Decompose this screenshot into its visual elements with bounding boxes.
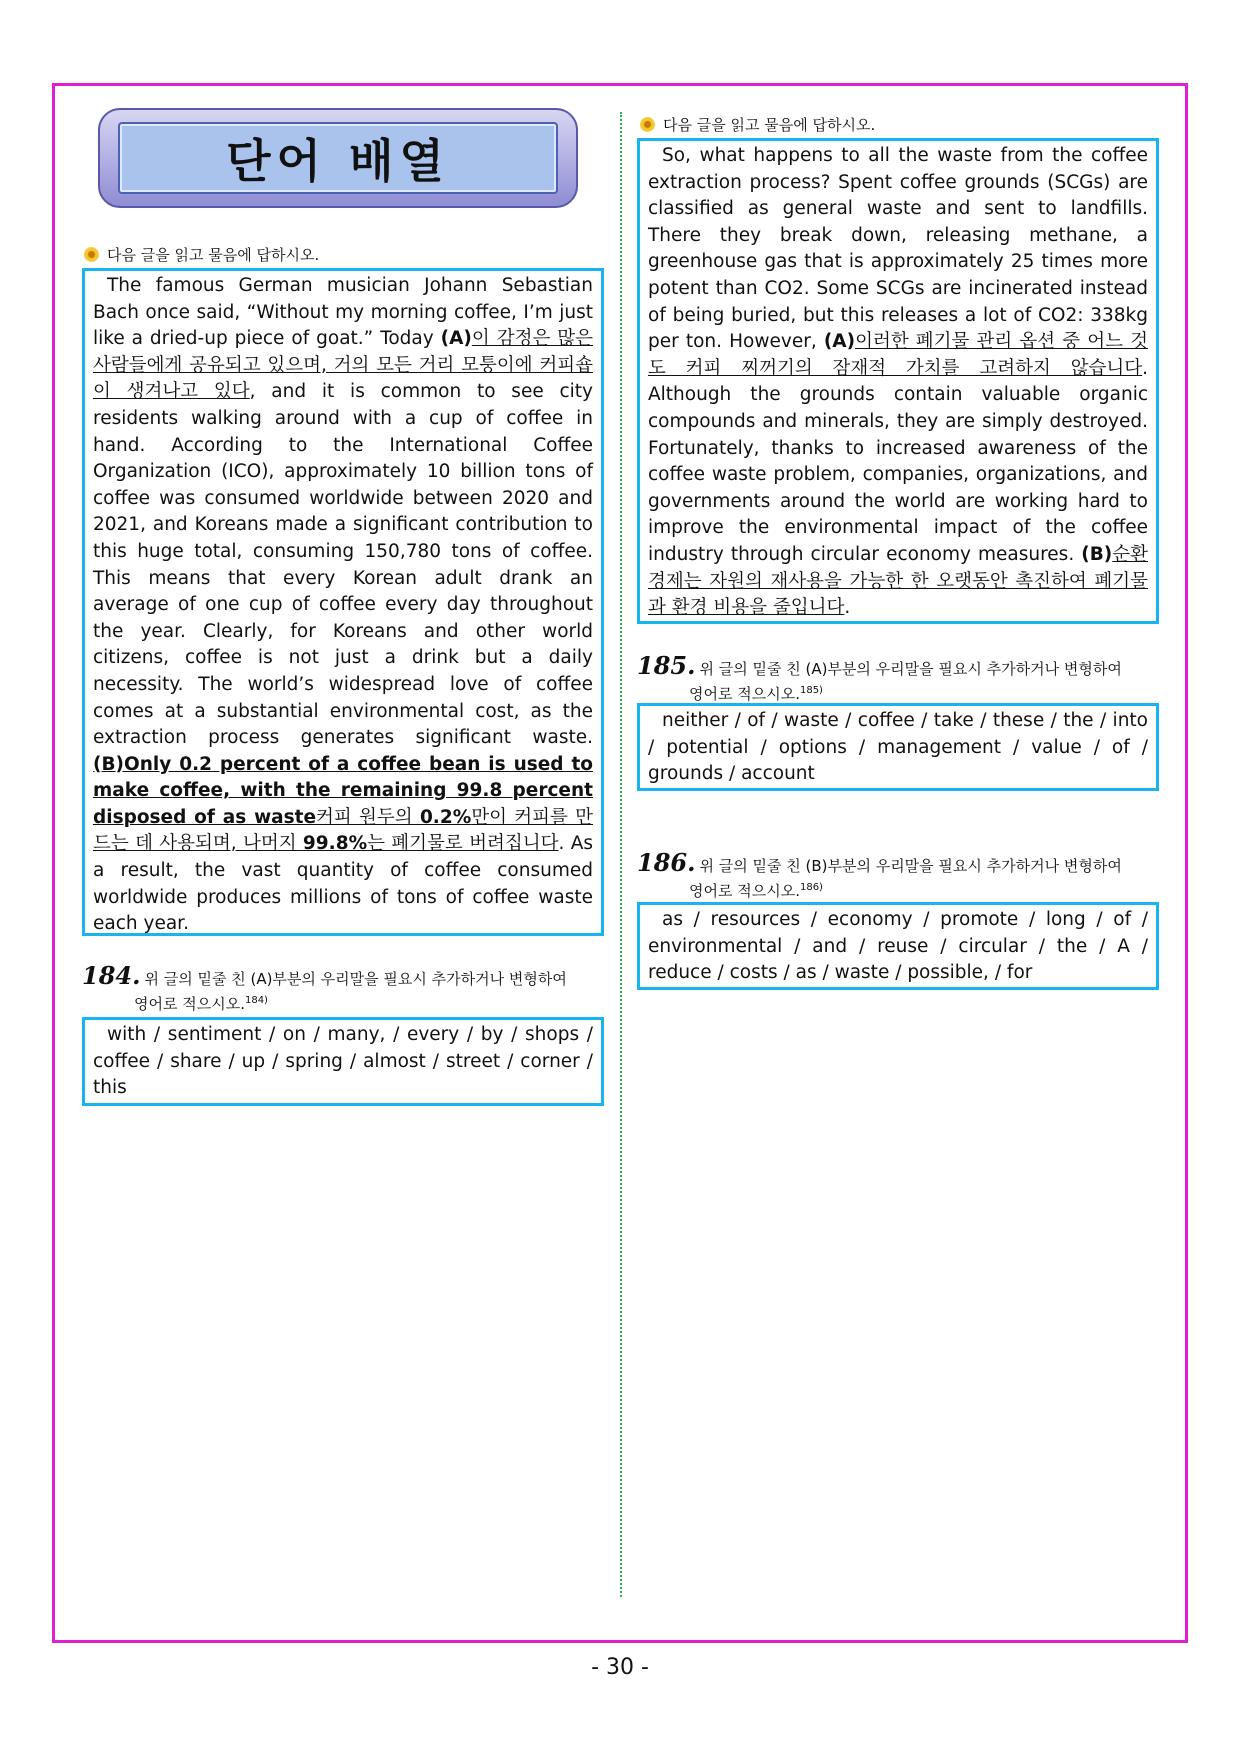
right-passage: So, what happens to all the waste from the coffee extraction process? Spent coffee grounds (SCGs) are classified as general waste and sent to landfills. There they break down, releasing methane, a greenhouse gas that is approximately 25 times more potent than CO2. Some SCGs are incinerated instead of being buried, but this releases a lot of CO2: 338kg per ton. However, (A)이러한 폐기물 관리 옵션 중 어느 것도 커피 찌꺼기의 잠재적 가치를 고려하지 않습니다. Although the grounds contain valuable organic compounds and minerals, they are simply destroyed. Fortunately, thanks to increased awareness of the coffee waste problem, companies, organizations, and governments around the world are working hard to improve the environmental impact of the coffee industry through circular economy measures. (B)순환경제는 자원의 재사용을 가능한 한 오랫동안 촉진하여 폐기물과 환경 비용을 줄입니다.	[648, 145, 1148, 619]
page-title: 단어 배열	[226, 134, 450, 188]
instruction-text: 다음 글을 읽고 물음에 답하시오.	[107, 246, 320, 264]
question-184: 184. 위 글의 밑줄 친 (A)부분의 우리말을 필요시 추가하거나 변형하여 영어로 적으시오.$^{184)}$	[82, 961, 567, 1013]
question-186: 186. 위 글의 밑줄 친 (B)부분의 우리말을 필요시 추가하거나 변형하여 영어로 적으시오.$^{186)}$	[637, 848, 1122, 900]
column-divider	[620, 112, 622, 1597]
left-passage: The famous German musician Johann Sebastian Bach once said, “Without my morning coffee, I’m just like a dried-up piece of goat.” Today (A)이 감정은 많은 사람들에게 공유되고 있으며, 거의 모든 거리 모퉁이에 커피숍이 생겨나고 있다, and it is common to see city residents walking around with a cup of coffee in hand. According to the International Coffee Organization (ICO), approximately 10 billion tons of coffee was consumed worldwide between 2020 and 2021, and Koreans made a significant contribution to this huge total, consuming 150,780 tons of coffee. This means that every Korean adult drank an average of one cup of coffee every day throughout the year. Clearly, for Koreans and other world citizens, coffee is not just a drink but a daily necessity. The world’s widespread love of coffee comes at a substantial environmental cost, as the extraction process generates significant waste. (B)Only 0.2 percent of a coffee bean is used to make coffee, with the remaining 99.8 percent disposed of as waste커피 원두의 0.2%만이 커피를 만드는 데 사용되며, 나머지 99.8%는 폐기물로 버려집니다. As a result, the vast quantity of coffee consumed worldwide produces millions of tons of coffee waste each year.	[93, 275, 594, 935]
title-banner	[98, 108, 578, 208]
flower-bullet-icon	[640, 117, 655, 132]
left-passage-box	[82, 268, 604, 936]
word-bank-186: as / resources / economy / promote / long / of / environmental / and / reuse / circular / the / A / reduce / costs / as / waste / possible, / for	[637, 902, 1159, 990]
instruction-text: 다음 글을 읽고 물음에 답하시오.	[663, 116, 876, 134]
right-passage-box	[637, 138, 1159, 624]
word-bank-185: neither / of / waste / coffee / take / these / the / into / potential / options / management / value / of / grounds / account	[637, 703, 1159, 791]
page-number: - 30 -	[591, 1655, 649, 1680]
word-bank-184: with / sentiment / on / many, / every / by / shops / coffee / share / up / spring / almost / street / corner / this	[82, 1017, 604, 1106]
instruction-left	[84, 244, 319, 265]
instruction-right	[640, 114, 875, 135]
flower-bullet-icon	[84, 247, 99, 262]
question-185: 185. 위 글의 밑줄 친 (A)부분의 우리말을 필요시 추가하거나 변형하여 영어로 적으시오.$^{185)}$	[637, 651, 1122, 703]
title-plate	[118, 122, 558, 194]
